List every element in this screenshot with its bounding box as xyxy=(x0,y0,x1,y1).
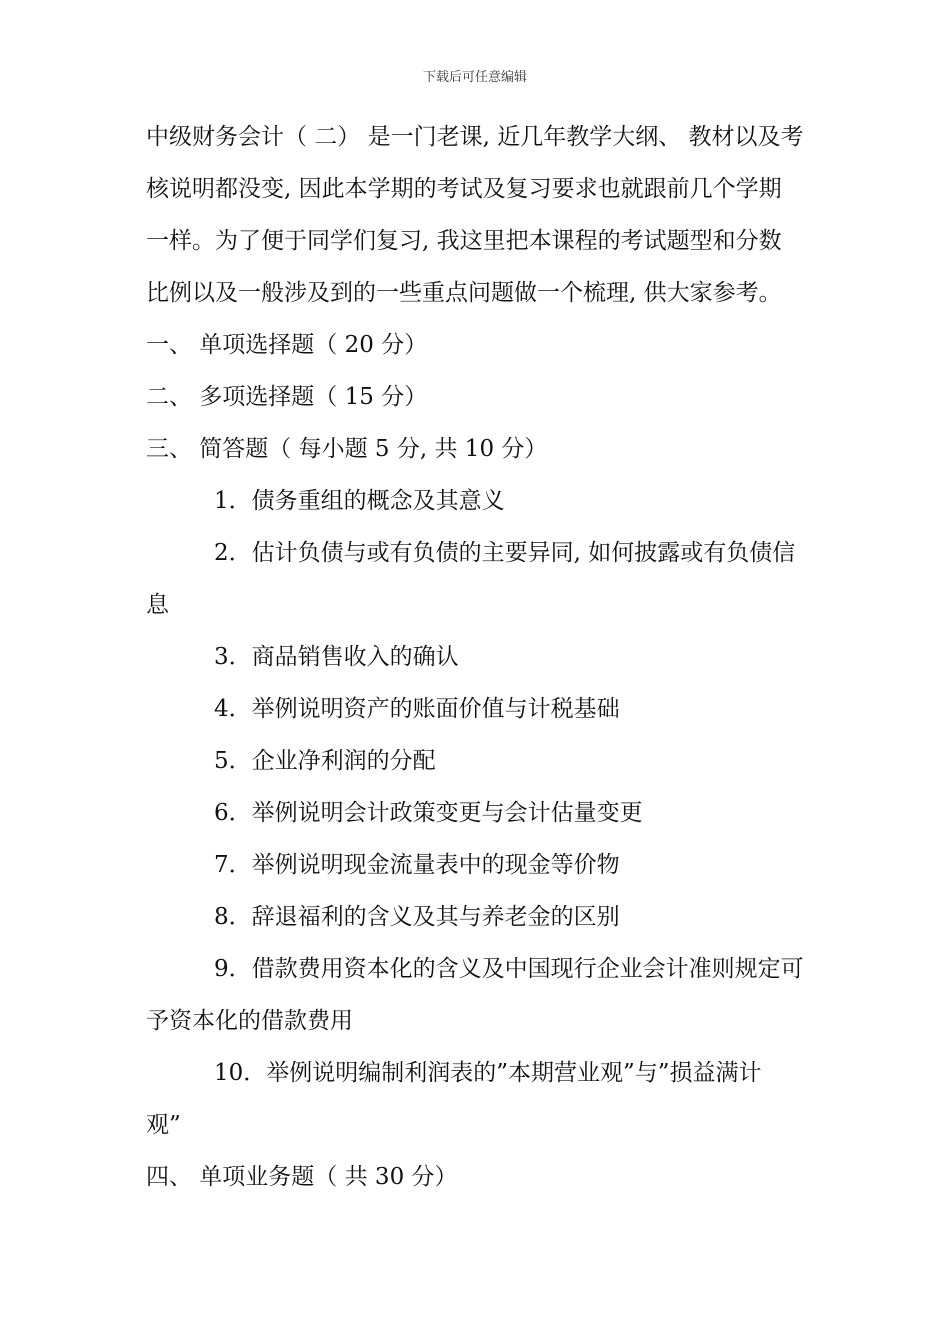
page-header: 下载后可任意编辑 xyxy=(422,70,527,85)
question-item-9-continued: 予资本化的借款费用 xyxy=(146,1008,353,1034)
question-item-1: 1．债务重组的概念及其意义 xyxy=(214,488,505,514)
question-item-8: 8．辞退福利的含义及其与养老金的区别 xyxy=(214,904,620,930)
section-short-answer: 三、 简答题（ 每小题 5 分, 共 10 分） xyxy=(146,436,548,462)
question-item-3: 3．商品销售收入的确认 xyxy=(214,644,459,670)
intro-line-3: 一样。为了便于同学们复习, 我这里把本课程的考试题型和分数 xyxy=(146,228,782,254)
question-item-9: 9．借款费用资本化的含义及中国现行企业会计准则规定可 xyxy=(214,956,804,982)
question-item-7: 7．举例说明现金流量表中的现金等价物 xyxy=(214,852,620,878)
question-item-10: 10．举例说明编制利润表的”本期营业观”与”损益满计 xyxy=(214,1060,762,1086)
intro-line-1: 中级财务会计（ 二） 是一门老课, 近几年教学大纲、 教材以及考 xyxy=(146,124,804,150)
question-item-6: 6．举例说明会计政策变更与会计估量变更 xyxy=(214,800,643,826)
section-multiple-choice: 二、 多项选择题（ 15 分） xyxy=(146,384,428,410)
section-single-business: 四、 单项业务题（ 共 30 分） xyxy=(146,1164,458,1190)
question-item-2: 2．估计负债与或有负债的主要异同, 如何披露或有负债信 xyxy=(214,540,796,566)
section-single-choice: 一、 单项选择题（ 20 分） xyxy=(146,332,428,358)
intro-line-2: 核说明都没变, 因此本学期的考试及复习要求也就跟前几个学期 xyxy=(146,176,782,202)
intro-line-4: 比例以及一般涉及到的一些重点问题做一个梳理, 供大家参考。 xyxy=(146,280,782,306)
question-item-2-continued: 息 xyxy=(146,592,169,618)
question-item-10-continued: 观” xyxy=(146,1112,181,1138)
question-item-4: 4．举例说明资产的账面价值与计税基础 xyxy=(214,696,620,722)
question-item-5: 5．企业净利润的分配 xyxy=(214,748,436,774)
